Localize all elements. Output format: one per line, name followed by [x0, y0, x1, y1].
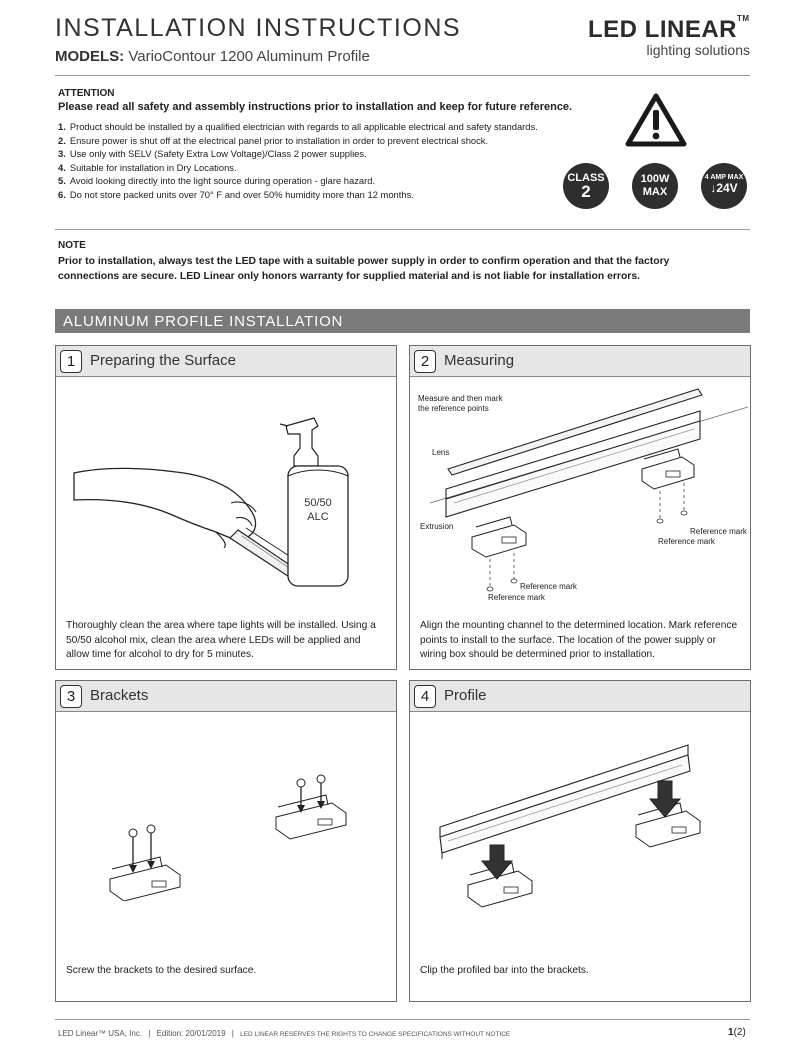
note-heading: NOTE — [58, 240, 86, 251]
attention-divider — [55, 229, 750, 230]
step-title: Profile — [444, 687, 487, 704]
list-item: 2. Ensure power is shut off at the electrical panel prior to installation in order to prevent electrical shock. — [58, 134, 489, 146]
logo-trademark: TM — [737, 14, 750, 23]
arrow-down-icon: ↓ — [710, 181, 717, 195]
panel-header — [410, 346, 750, 377]
models-line — [55, 48, 370, 65]
note-text: Prior to installation, always test the LED tape with a suitable power supply in order to confirm operation and that the factory connections are secure. LED Linear only honors warranty for supplied material and is not liable for installation errors. — [58, 256, 670, 282]
footer-divider — [55, 1019, 750, 1020]
footer: LED Linear™ USA, Inc. | Edition: 20/01/2019 | LED LINEAR RESERVES THE RIGHTS TO CHANGE SPECIFICATIONS WITHOUT NOTICE — [58, 1029, 511, 1038]
step-title: Preparing the Surface — [90, 352, 236, 369]
document-title: INSTALLATION INSTRUCTIONS — [55, 14, 462, 42]
list-item: 4. Suitable for installation in Dry Locations. — [58, 161, 237, 173]
bottle-label-line1: 50/50 — [304, 497, 332, 509]
warning-icon — [624, 92, 688, 148]
step-title: Brackets — [90, 687, 149, 704]
step-number: 1 — [60, 350, 82, 373]
step-description: Thoroughly clean the area where tape lights will be installed. Using a 50/50 alcohol mix, clean the area where LEDs will be applied and allow time for alcohol to dry for 5 minutes. — [66, 620, 376, 661]
step-panel-measuring — [409, 345, 751, 670]
list-item: 5. Avoid looking directly into the light source during operation - glare hazard. — [58, 175, 376, 187]
section-header — [55, 309, 750, 333]
class2-badge: CLASS 2 — [563, 163, 609, 209]
step-number: 3 — [60, 685, 82, 708]
callout-reference-mark: Reference mark — [658, 537, 715, 546]
models-label: MODELS: — [55, 48, 125, 65]
step-description: Screw the brackets to the desired surface. — [66, 965, 257, 976]
callout-reference-mark: Reference mark — [520, 582, 577, 591]
step-description: Clip the profiled bar into the brackets. — [420, 965, 589, 976]
step-number: 2 — [414, 350, 436, 373]
brackets-illustration — [96, 771, 356, 901]
callout-extrusion: Extrusion — [420, 522, 454, 531]
measuring-illustration — [410, 377, 748, 607]
step-number: 4 — [414, 685, 436, 708]
footer-company: LED Linear™ USA, Inc. — [58, 1029, 143, 1038]
callout-reference-mark: Reference mark — [690, 527, 747, 536]
page-number: 1(2) — [728, 1027, 746, 1038]
logo-wordmark: LED LINEAR™ — [588, 14, 750, 43]
brand-logo — [588, 16, 758, 58]
step-panel-preparing-surface — [55, 345, 397, 670]
logo-tagline: lighting solutions — [646, 42, 750, 58]
callout-lens: Lens — [432, 448, 450, 457]
panel-header — [56, 346, 396, 377]
attention-lead: Please read all safety and assembly instructions prior to installation and keep for future reference. — [58, 101, 573, 113]
callout-measure-line2: the reference points — [418, 404, 489, 413]
attention-heading: ATTENTION — [58, 88, 115, 99]
profile-illustration — [430, 741, 730, 921]
step-title: Measuring — [444, 352, 515, 369]
header-divider — [55, 75, 750, 76]
list-item: 3. Use only with SELV (Safety Extra Low Voltage)/Class 2 power supplies. — [58, 148, 367, 160]
footer-rights: LED LINEAR RESERVES THE RIGHTS TO CHANGE SPECIFICATIONS WITHOUT NOTICE — [240, 1031, 511, 1038]
amp-voltage-badge: 4 AMP MAX ↓24V — [701, 163, 747, 209]
models-value: VarioContour 1200 Aluminum Profile — [128, 48, 370, 65]
cleaning-illustration — [66, 408, 366, 598]
step-description: Align the mounting channel to the determined location. Mark reference points to install to the surface. The location of the power supply or wiring box should be determined prior to installation. — [420, 620, 738, 661]
callout-reference-mark: Reference mark — [488, 593, 545, 602]
footer-edition: Edition: 20/01/2019 — [156, 1029, 226, 1038]
section-title: ALUMINUM PROFILE INSTALLATION — [63, 313, 344, 330]
bottle-label-line2: ALC — [307, 511, 329, 523]
list-item: 1. Product should be installed by a qualified electrician with regards to all applicable electrical and safety standards. — [58, 121, 538, 132]
panel-header — [410, 681, 750, 712]
step-panel-brackets — [55, 680, 397, 1002]
panel-header — [56, 681, 396, 712]
step-panel-profile — [409, 680, 751, 1002]
wattage-badge: 100W MAX — [632, 163, 678, 209]
list-item: 6. Do not store packed units over 70° F and over 50% humidity more than 12 months. — [58, 188, 414, 200]
safety-list — [58, 120, 538, 202]
callout-measure-line1: Measure and then mark — [418, 394, 503, 403]
